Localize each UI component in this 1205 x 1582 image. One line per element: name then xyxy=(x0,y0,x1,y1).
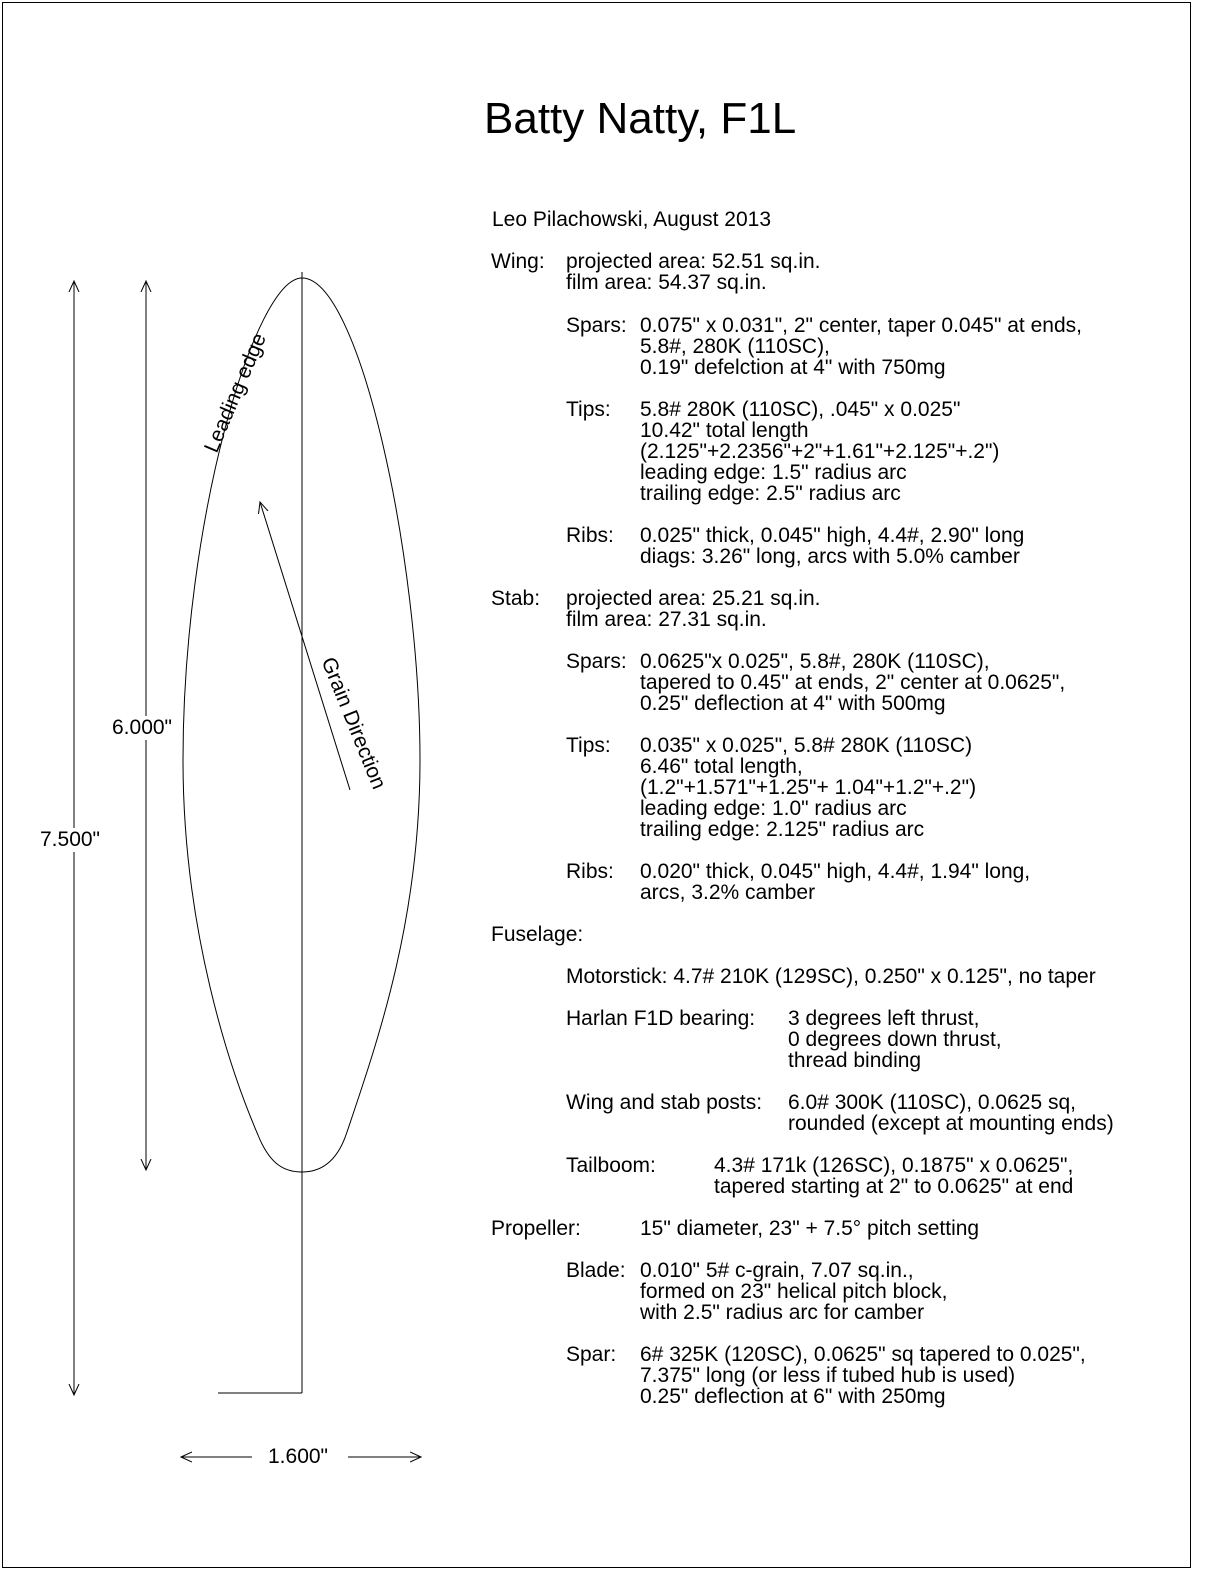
wing-ribs-line: 0.025" thick, 0.045" high, 4.4#, 2.90" long xyxy=(640,524,1025,547)
wing-spars-label: Spars: xyxy=(566,314,627,337)
wing-tips-line: trailing edge: 2.5" radius arc xyxy=(640,482,901,505)
stab-tips-line: trailing edge: 2.125" radius arc xyxy=(640,818,925,841)
fuselage-tailboom-line: tapered starting at 2" to 0.0625" at end xyxy=(714,1175,1074,1198)
dim-label-1600: 1.600" xyxy=(268,1445,329,1468)
grain-arrow xyxy=(260,502,350,790)
stab-ribs-line: 0.020" thick, 0.045" high, 4.4#, 1.94" long, xyxy=(640,860,1031,883)
wing-tips-line: (2.125"+2.2356"+2"+1.61"+2.125"+.2") xyxy=(640,440,1000,463)
fuselage-label: Fuselage: xyxy=(491,923,584,946)
propeller-blade-label: Blade: xyxy=(566,1259,626,1282)
stab-label: Stab: xyxy=(491,587,541,610)
stab-ribs-label: Ribs: xyxy=(566,860,614,883)
propeller-blade-line: formed on 23" helical pitch block, xyxy=(640,1280,948,1303)
fuselage-posts-label: Wing and stab posts: xyxy=(566,1091,763,1114)
stab-spars-line: 0.0625"x 0.025", 5.8#, 280K (110SC), xyxy=(640,650,990,673)
author-line: Leo Pilachowski, August 2013 xyxy=(492,208,772,231)
propeller-blade-line: with 2.5" radius arc for camber xyxy=(640,1301,925,1324)
stab-tips-line: 0.035" x 0.025", 5.8# 280K (110SC) xyxy=(640,734,973,757)
stab-film: film area: 27.31 sq.in. xyxy=(566,608,767,631)
fuselage-tailboom-line: 4.3# 171k (126SC), 0.1875" x 0.0625", xyxy=(714,1154,1074,1177)
grain-direction-label: Grain Direction xyxy=(316,654,391,793)
fuselage-bearing-line: thread binding xyxy=(788,1049,922,1072)
stab-projected: projected area: 25.21 sq.in. xyxy=(566,587,821,610)
page-title: Batty Natty, F1L xyxy=(484,94,797,143)
wing-ribs-label: Ribs: xyxy=(566,524,614,547)
stab-tips-line: (1.2"+1.571"+1.25"+ 1.04"+1.2"+.2") xyxy=(640,776,977,799)
stab-spars-label: Spars: xyxy=(566,650,627,673)
wing-spars-line: 0.19" defelction at 4" with 750mg xyxy=(640,356,946,379)
propeller-summary: 15" diameter, 23" + 7.5° pitch setting xyxy=(640,1217,980,1240)
wing-tips-line: 10.42" total length xyxy=(640,419,809,442)
leading-edge-label: Leading edge xyxy=(200,329,271,456)
fuselage-posts-line: 6.0# 300K (110SC), 0.0625 sq, xyxy=(788,1091,1076,1114)
fuselage-posts-line: rounded (except at mounting ends) xyxy=(788,1112,1114,1135)
fuselage-motorstick: Motorstick: 4.7# 210K (129SC), 0.250" x 0.125", no taper xyxy=(566,965,1096,988)
propeller-label: Propeller: xyxy=(491,1217,581,1240)
dim-label-6000: 6.000" xyxy=(112,716,173,739)
stab-spars-line: tapered to 0.45" at ends, 2" center at 0.0625", xyxy=(640,671,1066,694)
stab-tips-label: Tips: xyxy=(566,734,611,757)
stab-tips-line: leading edge: 1.0" radius arc xyxy=(640,797,907,820)
propeller-blade-line: 0.010" 5# c-grain, 7.07 sq.in., xyxy=(640,1259,914,1282)
wing-tips-line: 5.8# 280K (110SC), .045" x 0.025" xyxy=(640,398,961,421)
propeller-spar-line: 0.25" deflection at 6" with 250mg xyxy=(640,1385,946,1408)
stab-spars-line: 0.25" deflection at 4" with 500mg xyxy=(640,692,946,715)
propeller-spar-label: Spar: xyxy=(566,1343,617,1366)
wing-projected: projected area: 52.51 sq.in. xyxy=(566,250,821,273)
wing-ribs-line: diags: 3.26" long, arcs with 5.0% camber xyxy=(640,545,1020,568)
fuselage-bearing-label: Harlan F1D bearing: xyxy=(566,1007,756,1030)
wing-spars-line: 0.075" x 0.031", 2" center, taper 0.045" at ends, xyxy=(640,314,1082,337)
propeller-spar-line: 6# 325K (120SC), 0.0625" sq tapered to 0.025", xyxy=(640,1343,1086,1366)
wing-tips-label: Tips: xyxy=(566,398,611,421)
stab-tips-line: 6.46" total length, xyxy=(640,755,803,778)
fuselage-bearing-line: 0 degrees down thrust, xyxy=(788,1028,1002,1051)
wing-tips-line: leading edge: 1.5" radius arc xyxy=(640,461,907,484)
fuselage-tailboom-label: Tailboom: xyxy=(566,1154,656,1177)
stab-ribs-line: arcs, 3.2% camber xyxy=(640,881,816,904)
fuselage-bearing-line: 3 degrees left thrust, xyxy=(788,1007,980,1030)
propeller-spar-line: 7.375" long (or less if tubed hub is used) xyxy=(640,1364,1016,1387)
wing-film: film area: 54.37 sq.in. xyxy=(566,271,767,294)
wing-label: Wing: xyxy=(491,250,545,273)
dim-label-7500: 7.500" xyxy=(40,828,101,851)
wing-spars-line: 5.8#, 280K (110SC), xyxy=(640,335,830,358)
